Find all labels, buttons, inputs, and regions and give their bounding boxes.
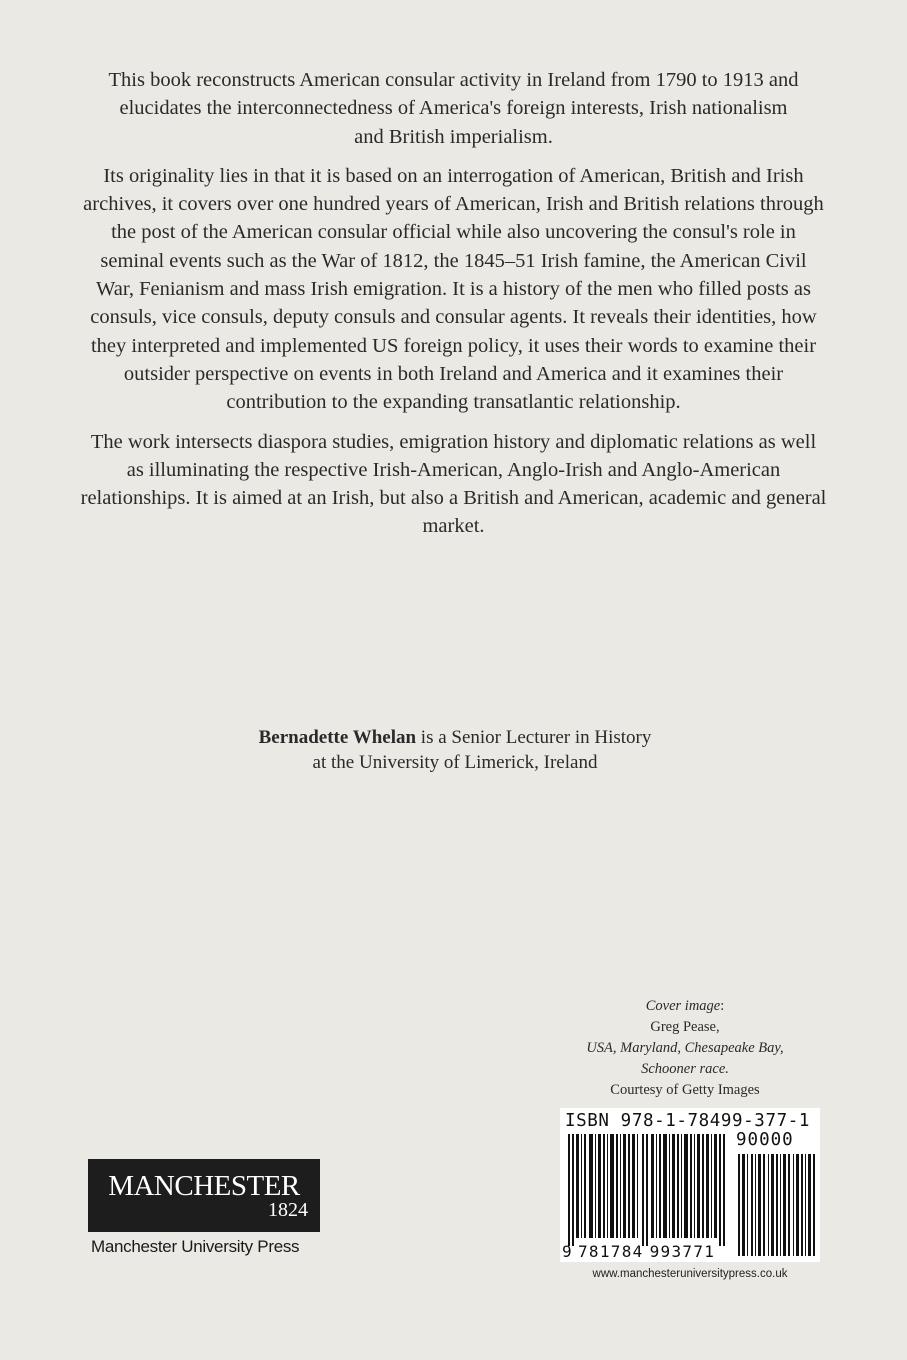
- cover-credit-courtesy: Courtesy of Getty Images: [610, 1082, 760, 1098]
- cover-credit-label: Cover image: [645, 998, 721, 1014]
- blurb-paragraph-1: This book reconstructs American consular activity in Ireland from 1790 to 1913 and elucidates the interconnectedness of America's foreign interests, Irish nationalism and British imperialism.: [108, 69, 799, 148]
- author-bio-text-1: is a Senior Lecturer in History: [416, 727, 652, 748]
- cover-credit-title-1: USA, Maryland, Chesapeake Bay,: [586, 1040, 784, 1056]
- isbn-number: ISBN 978-1-78499-377-1: [565, 1111, 810, 1131]
- author-bio-line-2: at the University of Limerick, Ireland: [312, 752, 598, 773]
- ean-right-digits: 993771: [649, 1242, 716, 1261]
- cover-image-credit: [540, 996, 830, 1101]
- publisher-name: Manchester University Press: [91, 1237, 300, 1256]
- barcode-main-bars: [568, 1134, 728, 1246]
- ean-left-digits: 781784: [578, 1242, 644, 1261]
- ean-first-digit: 9: [562, 1242, 572, 1261]
- author-name: Bernadette Whelan: [258, 727, 417, 748]
- author-bio-line-1: [180, 725, 730, 750]
- logo-year: 1824: [268, 1199, 308, 1221]
- publisher-logo: [88, 1159, 320, 1232]
- cover-credit-label-line: [540, 996, 830, 1017]
- cover-credit-title-2: Schooner race.: [641, 1061, 729, 1077]
- cover-credit-colon: :: [720, 998, 725, 1014]
- logo-wordmark: MANCHESTER: [108, 1170, 300, 1202]
- barcode-addon-bars: [738, 1154, 816, 1256]
- publisher-website: www.manchesteruniversitypress.co.uk: [592, 1268, 788, 1280]
- barcode-ean-digits: [562, 1242, 732, 1261]
- cover-credit-photographer: Greg Pease,: [650, 1019, 720, 1035]
- blurb-paragraph-2: Its originality lies in that it is based on an interrogation of American, British and Irish archives, it covers over one hundred years of American, Irish and British relations through the post of the American consular official while also uncovering the consul's role in seminal events such as the War of 1812, the 1845–51 Irish famine, the American Civil War, Fenianism and mass Irish emigration. It is a history of the men who filled posts as consuls, vice consuls, deputy consuls and consular agents. It reveals their identities, how they interpreted and implemented US foreign policy, it uses their words to examine their outsider perspective on events in both Ireland and America and it examines their contribution to the expanding transatlantic relationship.: [83, 164, 824, 414]
- isbn-barcode: [560, 1108, 820, 1262]
- blurb-paragraph-3: The work intersects diaspora studies, emigration history and diplomatic relations as well as illuminating the respective Irish-American, Anglo-Irish and Anglo-American relationships. It is aimed at an Irish, but also a British and American, academic and general market.: [80, 430, 827, 538]
- author-bio: [180, 725, 730, 775]
- blurb-text: [80, 66, 827, 552]
- barcode-addon-digits: 90000: [736, 1130, 794, 1150]
